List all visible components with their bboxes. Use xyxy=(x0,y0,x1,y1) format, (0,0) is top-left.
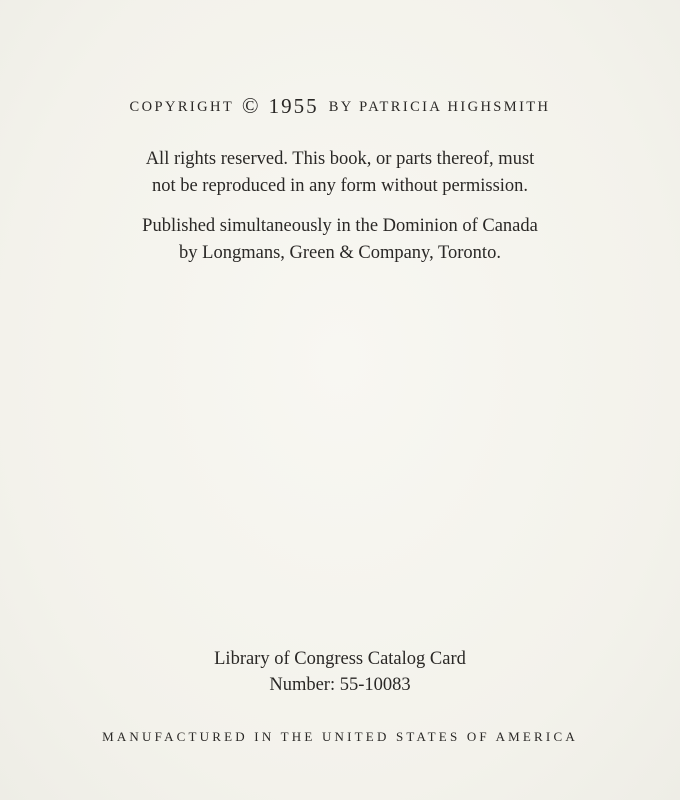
copyright-notice xyxy=(0,93,680,119)
manufactured-notice: MANUFACTURED IN THE UNITED STATES OF AMERICA xyxy=(102,729,578,744)
published-line-2: by Longmans, Green & Company, Toronto. xyxy=(179,243,501,263)
catalog-line-2: Number: 55-10083 xyxy=(269,675,411,695)
published-line-1: Published simultaneously in the Dominion of Canada xyxy=(142,216,538,236)
catalog-line-1: Library of Congress Catalog Card xyxy=(214,649,466,669)
rights-line-2: not be reproduced in any form without permission. xyxy=(151,176,529,196)
copyright-year: 1955 xyxy=(268,94,319,118)
copyright-holder: BY PATRICIA HIGHSMITH xyxy=(328,99,551,115)
rights-line-1: All rights reserved. This book, or parts thereof, must xyxy=(145,149,535,169)
copyright-prefix: COPYRIGHT xyxy=(129,99,234,115)
catalog-card-number xyxy=(0,646,680,698)
publication-statement xyxy=(0,213,680,267)
rights-statement xyxy=(0,146,680,200)
copyright-symbol-icon: © xyxy=(241,93,259,118)
